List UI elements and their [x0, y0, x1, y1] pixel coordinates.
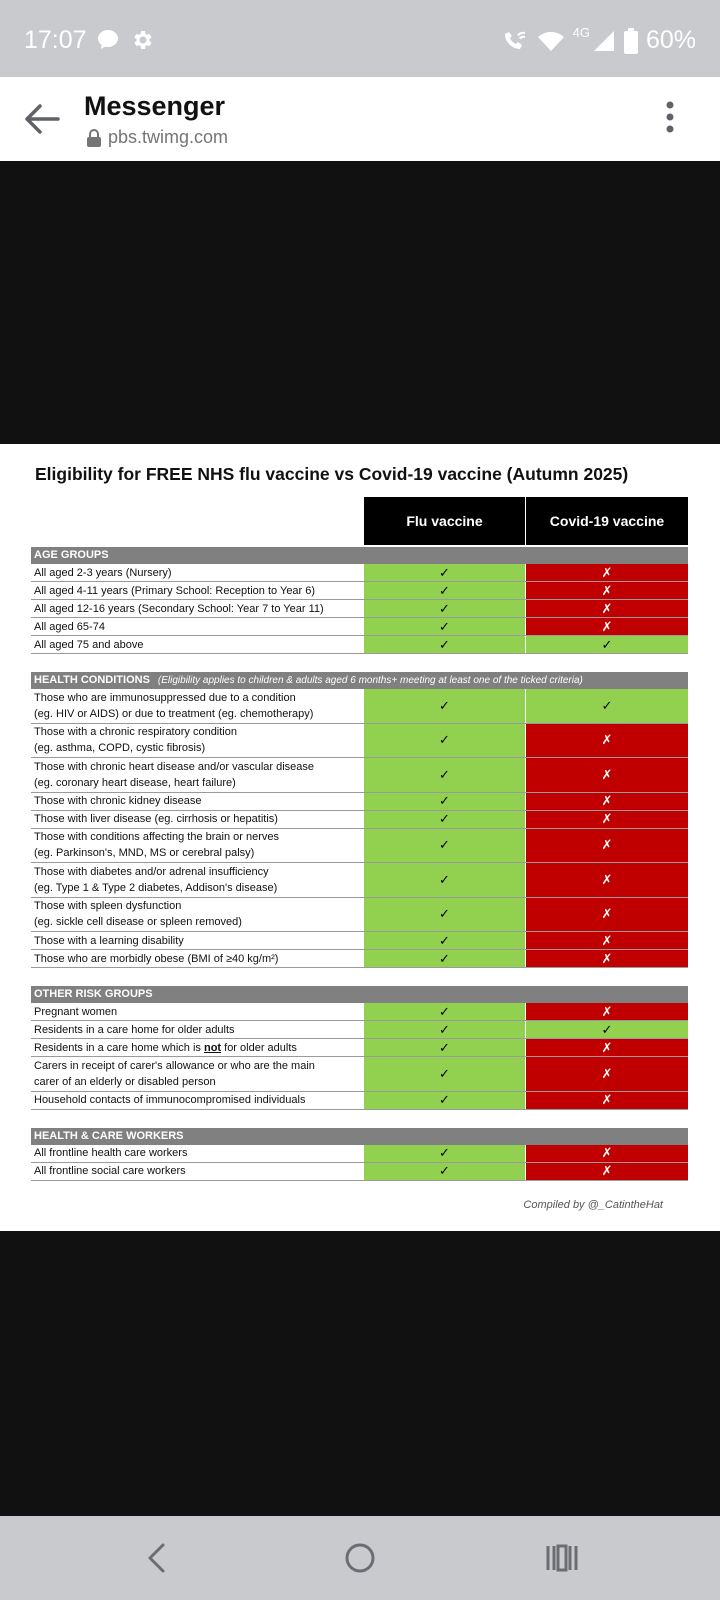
table-row: [31, 582, 688, 600]
image-viewer[interactable]: [0, 161, 720, 1516]
app-bar: [0, 77, 720, 161]
row-label: All aged 4-11 years (Primary School: Reception to Year 6): [34, 584, 316, 597]
covid-not-eligible-cell: ✗: [526, 1145, 688, 1162]
flu-eligible-cell: ✓: [364, 618, 525, 635]
covid-not-eligible-cell: ✗: [526, 811, 688, 828]
row-label: Residents in a care home for older adults: [34, 1023, 235, 1036]
recents-icon: [542, 1538, 582, 1578]
table-row: [31, 724, 688, 759]
chevron-left-icon: [138, 1538, 178, 1578]
row-label: All aged 75 and above: [34, 638, 144, 651]
chart-title: Eligibility for FREE NHS flu vaccine vs Covid-19 vaccine (Autumn 2025): [35, 464, 629, 484]
table-row: [31, 950, 688, 968]
flu-eligible-cell: ✓: [364, 829, 525, 863]
url-text: pbs.twimg.com: [108, 127, 229, 147]
row-label: Residents in a care home which is not for older adults: [34, 1041, 297, 1054]
row-label: All aged 12-16 years (Secondary School: Year 7 to Year 11): [34, 602, 324, 615]
table-row: [31, 1057, 688, 1092]
notification-icons: [96, 28, 154, 52]
nav-back-button[interactable]: [138, 1538, 178, 1578]
column-header-flu: Flu vaccine: [364, 497, 525, 545]
table-row: [31, 1039, 688, 1057]
covid-not-eligible-cell: ✗: [526, 618, 688, 635]
covid-not-eligible-cell: ✗: [526, 1057, 688, 1091]
row-label: All frontline health care workers: [34, 1147, 188, 1159]
row-label: Those with chronic kidney disease: [34, 795, 202, 807]
flu-eligible-cell: ✓: [364, 1145, 525, 1162]
row-label: Those with chronic heart disease and/or vascular disease (eg. coronary heart disease, heart failure): [34, 760, 315, 789]
table-row: [31, 811, 688, 829]
flu-eligible-cell: ✓: [364, 1003, 525, 1020]
wifi-call-icon: [503, 29, 529, 53]
flu-eligible-cell: ✓: [364, 932, 525, 949]
signal-icon: [592, 29, 616, 53]
flu-eligible-cell: ✓: [364, 950, 525, 967]
row-label: Those with a chronic respiratory condition (eg. asthma, COPD, cystic fibrosis): [34, 726, 237, 755]
section-note: (Eligibility applies to children & adults aged 6 months+ meeting at least one of the ticked criteria): [157, 675, 583, 686]
page-url: [86, 127, 228, 148]
table-row: [31, 1092, 688, 1110]
covid-not-eligible-cell: ✗: [526, 564, 688, 581]
more-vertical-icon: [660, 99, 680, 139]
system-nav-bar: [0, 1516, 720, 1600]
flu-eligible-cell: ✓: [364, 1039, 525, 1056]
flu-eligible-cell: ✓: [364, 811, 525, 828]
covid-not-eligible-cell: ✗: [526, 829, 688, 863]
arrow-left-icon: [20, 97, 64, 141]
back-button[interactable]: [20, 97, 64, 141]
flu-eligible-cell: ✓: [364, 1057, 525, 1091]
section-spacer: [31, 968, 688, 986]
flu-eligible-cell: ✓: [364, 724, 525, 758]
section-spacer: [31, 1110, 688, 1128]
eligibility-table: [31, 547, 688, 1181]
covid-not-eligible-cell: ✗: [526, 724, 688, 758]
table-row: [31, 1021, 688, 1039]
table-row: [31, 564, 688, 582]
table-row: [31, 600, 688, 618]
overflow-menu-button[interactable]: [660, 99, 680, 139]
credit-text: Compiled by @_CatintheHat: [523, 1199, 663, 1211]
flu-eligible-cell: ✓: [364, 793, 525, 810]
row-label: Those with diabetes and/or adrenal insufficiency (eg. Type 1 & Type 2 diabetes, Addison's disease): [34, 865, 278, 894]
flu-eligible-cell: ✓: [364, 636, 525, 653]
lock-icon: [86, 129, 102, 147]
row-label: Pregnant women: [34, 1005, 118, 1018]
row-label: Those who are morbidly obese (BMI of ≥40 kg/m²): [34, 952, 279, 965]
wifi-icon: [537, 29, 565, 53]
status-right: [503, 26, 696, 55]
table-row: [31, 932, 688, 950]
table-row: [31, 758, 688, 793]
flu-eligible-cell: ✓: [364, 863, 525, 897]
covid-not-eligible-cell: ✗: [526, 1163, 688, 1180]
battery-icon: [624, 28, 638, 54]
eligibility-chart-image: [0, 444, 720, 1231]
table-row: [31, 793, 688, 811]
flu-eligible-cell: ✓: [364, 758, 525, 792]
flu-eligible-cell: ✓: [364, 898, 525, 932]
table-row: [31, 863, 688, 898]
battery-level: 60%: [645, 26, 696, 54]
table-row: [31, 829, 688, 864]
flu-eligible-cell: ✓: [364, 564, 525, 581]
table-row: [31, 1163, 688, 1181]
covid-not-eligible-cell: ✗: [526, 600, 688, 617]
column-header-covid: Covid-19 vaccine: [526, 497, 688, 545]
covid-not-eligible-cell: ✗: [526, 898, 688, 932]
chat-bubble-icon: [96, 28, 120, 52]
covid-eligible-cell: ✓: [526, 1021, 688, 1038]
status-bar: [0, 0, 720, 77]
row-label: Those with conditions affecting the brain or nerves (eg. Parkinson's, MND, MS or cerebral palsy): [34, 831, 279, 860]
flu-eligible-cell: ✓: [364, 1021, 525, 1038]
row-label: Those with liver disease (eg. cirrhosis or hepatitis): [34, 813, 278, 825]
section-header: AGE GROUPS: [31, 547, 688, 564]
row-label: Carers in receipt of carer's allowance or who are the main carer of an elderly or disabled person: [34, 1059, 315, 1088]
section-header: OTHER RISK GROUPS: [31, 986, 688, 1003]
covid-not-eligible-cell: ✗: [526, 1003, 688, 1020]
covid-not-eligible-cell: ✗: [526, 1092, 688, 1109]
flu-eligible-cell: ✓: [364, 582, 525, 599]
covid-not-eligible-cell: ✗: [526, 950, 688, 967]
network-type: 4G: [572, 25, 590, 40]
section-header: HEALTH CONDITIONS (Eligibility applies to children & adults aged 6 months+ meeting at least one of the ticked criteria): [31, 672, 688, 689]
status-time: 17:07: [24, 26, 87, 54]
row-label: Those with a learning disability: [34, 934, 184, 947]
table-row: [31, 1145, 688, 1163]
home-circle-icon: [340, 1538, 380, 1578]
table-row: [31, 636, 688, 654]
table-row: [31, 618, 688, 636]
nav-recents-button[interactable]: [542, 1538, 582, 1578]
app-title: Messenger: [84, 91, 226, 121]
nav-home-button[interactable]: [340, 1538, 380, 1578]
table-row: [31, 898, 688, 933]
flu-eligible-cell: ✓: [364, 1163, 525, 1180]
flu-eligible-cell: ✓: [364, 600, 525, 617]
row-label: Those who are immunosuppressed due to a condition (eg. HIV or AIDS) or due to treatment (eg. chemotherapy): [34, 691, 314, 720]
flu-eligible-cell: ✓: [364, 1092, 525, 1109]
covid-not-eligible-cell: ✗: [526, 793, 688, 810]
section-spacer: [31, 654, 688, 672]
section-header: HEALTH & CARE WORKERS: [31, 1128, 688, 1145]
covid-not-eligible-cell: ✗: [526, 1039, 688, 1056]
row-label: All frontline social care workers: [34, 1165, 186, 1177]
row-label: Household contacts of immunocompromised individuals: [34, 1094, 306, 1106]
covid-eligible-cell: ✓: [526, 636, 688, 653]
row-label: Those with spleen dysfunction (eg. sickle cell disease or spleen removed): [34, 900, 242, 929]
covid-not-eligible-cell: ✗: [526, 758, 688, 792]
covid-eligible-cell: ✓: [526, 689, 688, 723]
gear-icon: [130, 28, 154, 52]
row-label: All aged 65-74: [34, 620, 105, 633]
table-row: [31, 1003, 688, 1021]
covid-not-eligible-cell: ✗: [526, 932, 688, 949]
row-label: All aged 2-3 years (Nursery): [34, 566, 172, 579]
flu-eligible-cell: ✓: [364, 689, 525, 723]
covid-not-eligible-cell: ✗: [526, 582, 688, 599]
covid-not-eligible-cell: ✗: [526, 863, 688, 897]
table-row: [31, 689, 688, 724]
